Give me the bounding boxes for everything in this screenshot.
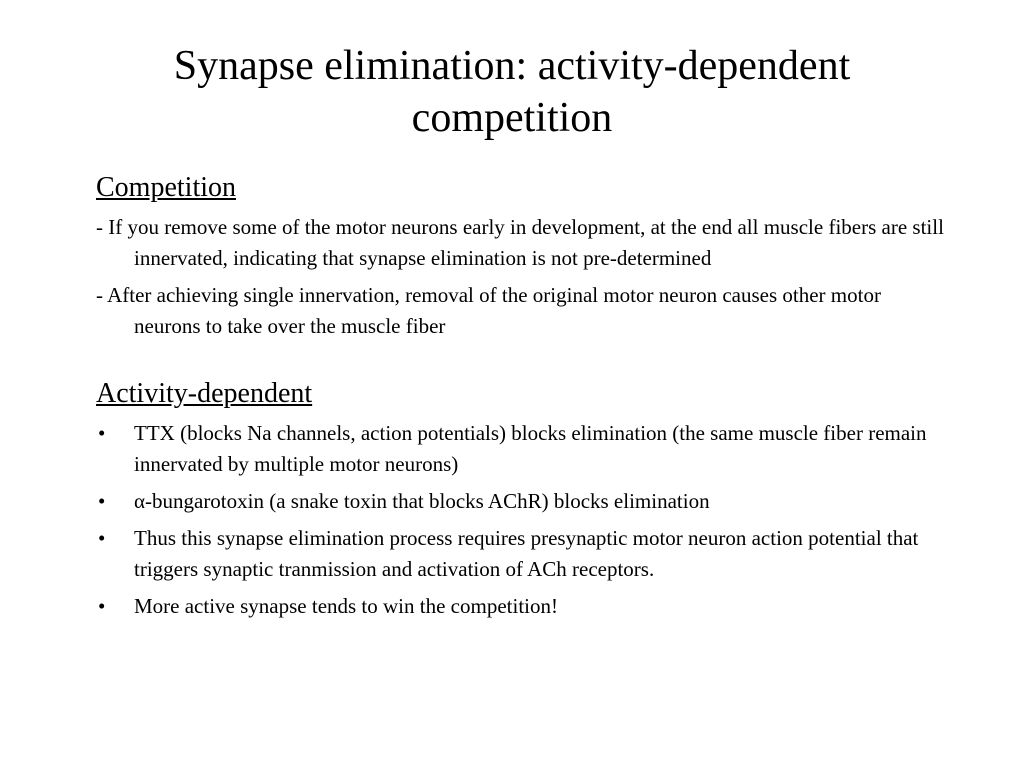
list-item: [96, 591, 946, 622]
bullet-icon: •: [98, 489, 106, 513]
list-item: [96, 523, 946, 585]
section-heading-competition: Competition: [96, 172, 236, 203]
bullet-icon: •: [98, 594, 106, 618]
section-heading-activity-dependent: Activity-dependent: [96, 378, 313, 409]
bullet-text: α-bungarotoxin (a snake toxin that blocks AChR) blocks elimination: [134, 489, 710, 513]
bullet-text: More active synapse tends to win the competition!: [134, 594, 558, 618]
bullet-icon: •: [98, 526, 106, 550]
competition-paragraph: - After achieving single innervation, removal of the original motor neuron causes other motor neurons to take over the muscle fiber: [96, 283, 881, 338]
list-item: [96, 486, 946, 517]
competition-paragraph: - If you remove some of the motor neurons early in development, at the end all muscle fibers are still innervated, indicating that synapse elimination is not pre-determined: [96, 215, 944, 270]
slide-body: [96, 170, 946, 628]
bullet-text: TTX (blocks Na channels, action potentials) blocks elimination (the same muscle fiber remain innervated by multiple motor neurons): [134, 421, 927, 476]
slide-title: Synapse elimination: activity-dependent competition: [173, 43, 851, 141]
activity-bullet-list: [96, 418, 946, 622]
bullet-icon: •: [98, 421, 106, 445]
bullet-text: Thus this synapse elimination process requires presynaptic motor neuron action potential that triggers synaptic tranmission and activation of ACh receptors.: [134, 526, 919, 581]
list-item: [96, 418, 946, 480]
